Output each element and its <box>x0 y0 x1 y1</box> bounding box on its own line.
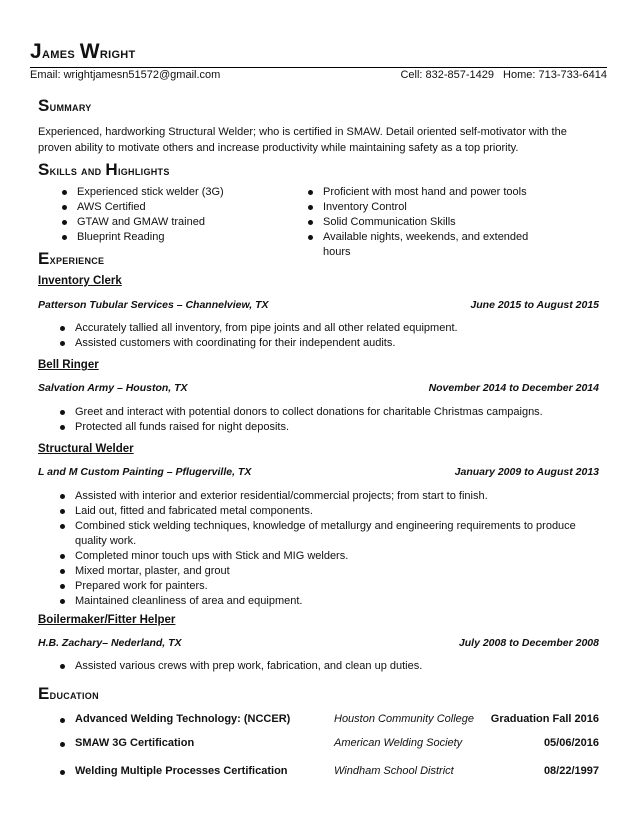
cell-phone: Cell: 832-857-1429 <box>400 69 495 81</box>
education-date: 05/06/2016 <box>543 737 599 749</box>
job-dates: November 2014 to December 2014 <box>428 382 599 394</box>
education-row <box>58 765 599 781</box>
education-degree: Advanced Welding Technology: (NCCER) <box>75 713 291 725</box>
home-phone: Home: 713-733-6414 <box>503 69 607 81</box>
job-title: Boilermaker/Fitter Helper <box>38 614 176 626</box>
skills-heading-cap2: H <box>105 160 118 179</box>
education-date: 08/22/1997 <box>543 765 599 777</box>
skills-column-right <box>306 185 552 260</box>
job-title: Inventory Clerk <box>38 275 122 287</box>
experience-heading-rest: xperience <box>49 252 105 267</box>
job-bullet: Prepared work for painters. <box>58 579 603 594</box>
job-bullet: Accurately tallied all inventory, from pipe joints and all other related equipment. <box>58 321 603 336</box>
education-institution: Houston Community College <box>334 713 475 725</box>
job-bullet: Completed minor touch ups with Stick and MIG welders. <box>58 549 603 564</box>
job-bullets <box>58 659 603 674</box>
skill-item: Proficient with most hand and power tools <box>306 185 552 200</box>
experience-heading-cap: E <box>38 249 50 268</box>
skill-item: Solid Communication Skills <box>306 215 552 230</box>
job-bullet: Greet and interact with potential donors to collect donations for charitable Christmas campaigns. <box>58 405 603 420</box>
job-company: L and M Custom Painting – Pflugerville, TX <box>38 466 252 478</box>
education-row <box>58 737 599 753</box>
job-bullet: Assisted various crews with prep work, fabrication, and clean up duties. <box>58 659 603 674</box>
phone-group <box>400 69 607 81</box>
name-last-initial: W <box>79 40 100 63</box>
summary-heading-cap: S <box>38 96 50 115</box>
name-first-initial: J <box>30 40 42 63</box>
job-bullets <box>58 489 603 609</box>
education-row <box>58 713 599 729</box>
education-degree: Welding Multiple Processes Certification <box>75 765 288 777</box>
candidate-name <box>30 40 136 64</box>
email-text: Email: wrightjamesn51572@gmail.com <box>30 69 221 81</box>
education-heading-rest: ducation <box>49 687 99 702</box>
skill-item: Experienced stick welder (3G) <box>60 185 306 200</box>
contact-row <box>30 67 607 81</box>
job-meta <box>38 299 599 311</box>
education-date: Graduation Fall 2016 <box>490 713 599 725</box>
summary-text: Experienced, hardworking Structural Welder; who is certified in SMAW. Detail oriented self-motivator with the proven ability to motivate others and increase productivity while maintaining safety as a top priority. <box>38 126 567 154</box>
job-bullets <box>58 405 603 435</box>
job-bullet: Maintained cleanliness of area and equipment. <box>58 594 603 609</box>
skill-item: GTAW and GMAW trained <box>60 215 306 230</box>
skill-item: Available nights, weekends, and extended hours <box>306 230 552 260</box>
name-last-rest: right <box>99 45 136 62</box>
job-company: H.B. Zachary– Nederland, TX <box>38 637 182 649</box>
job-bullet: Protected all funds raised for night deposits. <box>58 420 603 435</box>
name-first-rest: ames <box>41 45 75 62</box>
job-title: Structural Welder <box>38 443 134 455</box>
job-meta <box>38 382 599 394</box>
skills-list <box>60 185 600 260</box>
skill-item: Inventory Control <box>306 200 552 215</box>
job-meta <box>38 466 599 478</box>
job-dates: July 2008 to December 2008 <box>458 637 599 649</box>
education-institution: American Welding Society <box>334 737 463 749</box>
education-heading <box>38 684 99 704</box>
job-dates: January 2009 to August 2013 <box>454 466 599 478</box>
job-bullet: Combined stick welding techniques, knowledge of metallurgy and engineering requirements to produce quality work. <box>58 519 603 549</box>
job-bullets <box>58 321 603 351</box>
job-title: Bell Ringer <box>38 359 99 371</box>
skills-heading-cap1: S <box>38 160 50 179</box>
job-bullet: Assisted with interior and exterior residential/commercial projects; from start to finish. <box>58 489 603 504</box>
job-dates: June 2015 to August 2015 <box>470 299 599 311</box>
summary-heading <box>38 96 92 116</box>
job-company: Salvation Army – Houston, TX <box>38 382 188 394</box>
summary-heading-rest: ummary <box>49 99 92 114</box>
skills-heading-rest1: kills and <box>49 163 106 178</box>
education-heading-cap: E <box>38 684 50 703</box>
education-institution: Windham School District <box>334 765 454 777</box>
job-bullet: Assisted customers with coordinating for their independent audits. <box>58 336 603 351</box>
skills-heading-rest2: ighlights <box>117 163 170 178</box>
job-bullet: Laid out, fitted and fabricated metal components. <box>58 504 603 519</box>
job-meta <box>38 637 599 649</box>
job-company: Patterson Tubular Services – Channelview, TX <box>38 299 269 311</box>
skill-item: AWS Certified <box>60 200 306 215</box>
experience-heading <box>38 249 104 269</box>
skills-heading <box>38 160 170 180</box>
skill-item: Blueprint Reading <box>60 230 306 245</box>
education-degree: SMAW 3G Certification <box>75 737 195 749</box>
job-bullet: Mixed mortar, plaster, and grout <box>58 564 603 579</box>
